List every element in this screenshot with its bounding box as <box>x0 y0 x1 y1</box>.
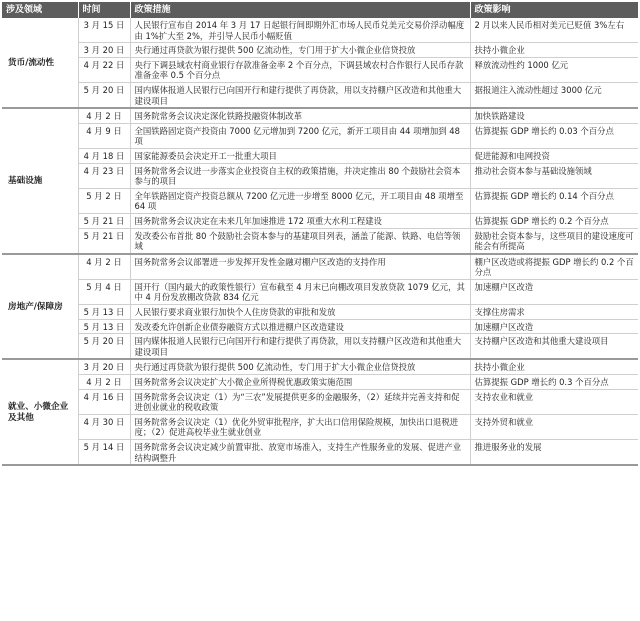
impact-cell: 加速棚户区改造 <box>470 319 638 334</box>
measure-cell: 国内媒体报道人民银行已向国开行和建行提供了再贷款，用以支持棚户区改造和其他重大建设项目 <box>130 334 470 360</box>
date-cell: 5 月 21 日 <box>78 213 130 228</box>
date-cell: 5 月 21 日 <box>78 228 130 254</box>
header-domain: 涉及领域 <box>2 2 78 18</box>
date-cell: 4 月 2 日 <box>78 108 130 123</box>
measure-cell: 国务院常务会议决定在未来几年加速推进 172 项重大水利工程建设 <box>130 213 470 228</box>
date-cell: 4 月 9 日 <box>78 123 130 148</box>
measure-cell: 国务院常务会议部署进一步发挥开发性金融对棚户区改造的支持作用 <box>130 254 470 280</box>
measure-cell: 全年铁路固定资产投资总额从 7200 亿元进一步增至 8000 亿元，开工项目由 48 项增至 64 项 <box>130 188 470 213</box>
date-cell: 3 月 20 日 <box>78 43 130 58</box>
measure-cell: 国务院常务会议决定扩大小微企业所得税优惠政策实施范围 <box>130 375 470 390</box>
category-cell: 房地产/保障房 <box>2 254 78 360</box>
table-row <box>2 163 638 188</box>
header-impact: 政策影响 <box>470 2 638 18</box>
table-row <box>2 389 638 414</box>
measure-cell: 人民银行宣布自 2014 年 3 月 17 日起银行间即期外汇市场人民币兑美元交易价浮动幅度由 1%扩大至 2%，并引导人民币小幅贬值 <box>130 18 470 43</box>
measure-cell: 人民银行要求商业银行加快个人住房贷款的审批和发放 <box>130 305 470 320</box>
measure-cell: 全国铁路固定资产投资由 7000 亿元增加到 7200 亿元，新开工项目由 44 项增加到 48 项 <box>130 123 470 148</box>
table-row <box>2 213 638 228</box>
date-cell: 5 月 20 日 <box>78 82 130 108</box>
impact-cell: 鼓励社会资本参与，这些项目的建设速度可能会有所提高 <box>470 228 638 254</box>
date-cell: 5 月 14 日 <box>78 440 130 466</box>
table-row <box>2 18 638 43</box>
date-cell: 4 月 22 日 <box>78 57 130 82</box>
date-cell: 3 月 15 日 <box>78 18 130 43</box>
impact-cell: 加速棚户区改造 <box>470 279 638 304</box>
date-cell: 5 月 13 日 <box>78 319 130 334</box>
table-row <box>2 228 638 254</box>
impact-cell: 估算提振 GDP 增长约 0.14 个百分点 <box>470 188 638 213</box>
table-header-row <box>2 2 638 18</box>
table-row <box>2 254 638 280</box>
table-row <box>2 440 638 466</box>
table-row <box>2 334 638 360</box>
impact-cell: 释放流动性约 1000 亿元 <box>470 57 638 82</box>
date-cell: 4 月 16 日 <box>78 389 130 414</box>
category-cell: 基础设施 <box>2 108 78 254</box>
table-row <box>2 279 638 304</box>
table-row <box>2 305 638 320</box>
table-row <box>2 319 638 334</box>
measure-cell: 发改委允许创新企业债券融资方式以推进棚户区改造建设 <box>130 319 470 334</box>
date-cell: 4 月 30 日 <box>78 414 130 439</box>
date-cell: 4 月 18 日 <box>78 148 130 163</box>
measure-cell: 国务院常务会议决定（1）优化外贸审批程序，扩大出口信用保险规模，加快出口退税进度；（2）促进高校毕业生就业创业 <box>130 414 470 439</box>
measure-cell: 国务院常务会议进一步落实企业投资自主权的政策措施，并决定推出 80 个鼓励社会资本参与的项目 <box>130 163 470 188</box>
category-cell: 货币/流动性 <box>2 18 78 108</box>
header-measure: 政策措施 <box>130 2 470 18</box>
measure-cell: 国内媒体报道人民银行已向国开行和建行提供了再贷款，用以支持棚户区改造和其他重大建设项目 <box>130 82 470 108</box>
category-cell: 就业、小微企业及其他 <box>2 359 78 465</box>
impact-cell: 推进服务业的发展 <box>470 440 638 466</box>
table-row <box>2 148 638 163</box>
date-cell: 4 月 23 日 <box>78 163 130 188</box>
table-row <box>2 359 638 374</box>
date-cell: 4 月 2 日 <box>78 375 130 390</box>
date-cell: 5 月 13 日 <box>78 305 130 320</box>
date-cell: 5 月 20 日 <box>78 334 130 360</box>
impact-cell: 扶持小微企业 <box>470 359 638 374</box>
measure-cell: 发改委公布首批 80 个鼓励社会资本参与的基建项目列表，涵盖了能源、铁路、电信等领域 <box>130 228 470 254</box>
date-cell: 5 月 4 日 <box>78 279 130 304</box>
impact-cell: 加快铁路建设 <box>470 108 638 123</box>
impact-cell: 支持外贸和就业 <box>470 414 638 439</box>
impact-cell: 促进能源和电网投资 <box>470 148 638 163</box>
measure-cell: 国开行（国内最大的政策性银行）宣布截至 4 月末已向棚改项目发放贷款 1079 亿元，其中 4 月份发放棚改贷款 834 亿元 <box>130 279 470 304</box>
measure-cell: 国务院常务会议决定（1）为“三农”发展提供更多的金融服务，（2）延续并完善支持和促进创业就业的税收政策 <box>130 389 470 414</box>
table-row <box>2 414 638 439</box>
date-cell: 5 月 2 日 <box>78 188 130 213</box>
impact-cell: 估算提振 GDP 增长约 0.3 个百分点 <box>470 375 638 390</box>
header-time: 时间 <box>78 2 130 18</box>
policy-table <box>2 2 639 466</box>
table-row <box>2 375 638 390</box>
measure-cell: 央行下调县域农村商业银行存款准备金率 2 个百分点，下调县域农村合作银行人民币存款准备金率 0.5 个百分点 <box>130 57 470 82</box>
measure-cell: 央行通过再贷款为银行提供 500 亿流动性，专门用于扩大小微企业信贷投放 <box>130 359 470 374</box>
date-cell: 4 月 2 日 <box>78 254 130 280</box>
measure-cell: 国家能源委员会决定开工一批重大项目 <box>130 148 470 163</box>
table-row <box>2 43 638 58</box>
impact-cell: 棚户区改造或将提振 GDP 增长约 0.2 个百分点 <box>470 254 638 280</box>
table-row <box>2 123 638 148</box>
impact-cell: 据报道注入流动性超过 3000 亿元 <box>470 82 638 108</box>
impact-cell: 支撑住房需求 <box>470 305 638 320</box>
impact-cell: 估算提振 GDP 增长约 0.2 个百分点 <box>470 213 638 228</box>
table-row <box>2 108 638 123</box>
table-row <box>2 188 638 213</box>
table-row <box>2 57 638 82</box>
measure-cell: 央行通过再贷款为银行提供 500 亿流动性，专门用于扩大小微企业信贷投放 <box>130 43 470 58</box>
date-cell: 3 月 20 日 <box>78 359 130 374</box>
measure-cell: 国务院常务会议决定深化铁路投融资体制改革 <box>130 108 470 123</box>
table-row <box>2 82 638 108</box>
impact-cell: 扶持小微企业 <box>470 43 638 58</box>
impact-cell: 推动社会资本参与基础设施领域 <box>470 163 638 188</box>
measure-cell: 国务院常务会议决定减少前置审批、放宽市场准入，支持生产性服务业的发展、促进产业结构调整升 <box>130 440 470 466</box>
impact-cell: 支持农业和就业 <box>470 389 638 414</box>
impact-cell: 支持棚户区改造和其他重大建设项目 <box>470 334 638 360</box>
impact-cell: 2 月以来人民币相对美元已贬值 3%左右 <box>470 18 638 43</box>
impact-cell: 估算提振 GDP 增长约 0.03 个百分点 <box>470 123 638 148</box>
